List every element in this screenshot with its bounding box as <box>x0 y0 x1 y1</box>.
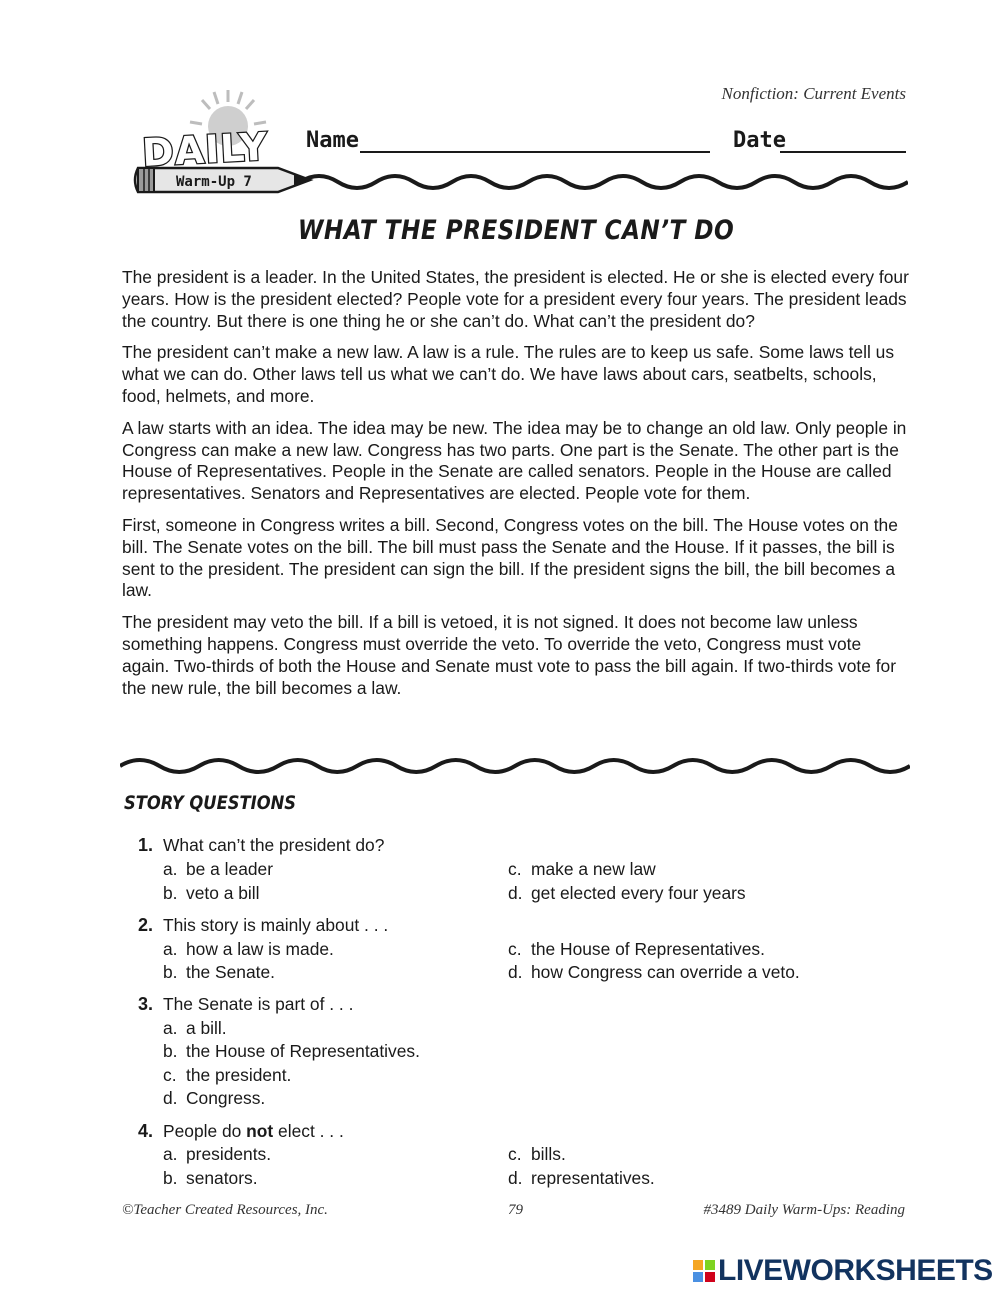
option-letter: a. <box>163 859 178 879</box>
option-text: make a new law <box>531 859 656 879</box>
option-letter: d. <box>163 1088 178 1108</box>
option-letter: a. <box>163 939 178 959</box>
answer-option-b[interactable] <box>163 1041 420 1062</box>
answer-option-b[interactable] <box>163 1168 258 1189</box>
wave-divider-middle <box>120 754 910 778</box>
question-text: The Senate is part of . . . <box>163 994 354 1014</box>
answer-option-a[interactable] <box>163 859 273 880</box>
date-label: Date <box>733 128 786 153</box>
option-letter: c. <box>508 859 522 879</box>
answer-option-d[interactable] <box>508 1168 655 1189</box>
page-title: WHAT THE PRESIDENT CAN’T DO <box>297 215 735 246</box>
story-paragraph: First, someone in Congress writes a bill. Second, Congress votes on the bill. The House votes on the bill. The Senate votes on the bill. The bill must pass the Senate and the House. If it passes, the bill is sent to the president. The president can sign the bill. If the president signs the bill, the bill becomes a law. <box>122 514 898 601</box>
footer-book-title: #3489 Daily Warm-Ups: Reading <box>703 1202 905 1218</box>
category-label: Nonfiction: Current Events <box>721 84 906 103</box>
option-letter: d. <box>508 883 523 903</box>
answer-option-d[interactable] <box>163 1088 265 1109</box>
answer-option-d[interactable] <box>508 962 800 983</box>
option-text: presidents. <box>186 1144 272 1164</box>
logo-word: DAILY <box>141 124 270 175</box>
footer-page-number: 79 <box>508 1202 523 1218</box>
option-letter: c. <box>508 939 522 959</box>
option-text: senators. <box>186 1168 258 1188</box>
answer-option-c[interactable] <box>508 859 656 880</box>
option-text: be a leader <box>186 859 274 879</box>
story-paragraph: The president can’t make a new law. A law is a rule. The rules are to keep us safe. Some laws tell us what we can do. Other laws tell us what we can’t do. We have laws about cars, seatbelts, schools, food, helmets, and more. <box>122 342 895 406</box>
answer-option-b[interactable] <box>163 962 275 983</box>
answer-option-a[interactable] <box>163 1018 227 1039</box>
question-number: 3. <box>138 994 154 1014</box>
answer-option-c[interactable] <box>508 939 765 960</box>
option-text: the House of Representatives. <box>531 939 765 959</box>
option-text: the Senate. <box>186 962 275 982</box>
question-text-emphasis: not <box>246 1121 274 1141</box>
story-paragraph: The president is a leader. In the United States, the president is elected. He or she is elected every four years. How is the president elected? People vote for a president every four years. The president leads the country. But there is one thing he or she can’t do. What can’t the president do? <box>122 267 909 331</box>
story-paragraph: A law starts with an idea. The idea may be new. The idea may be to change an old law. Only people in Congress can make a new law. Congress has two parts. One part is the Senate. The other part is the House of Representatives. People in the Senate are called senators. People in the House are called representatives. Senators and Representatives are elected. People vote for them. <box>122 417 907 504</box>
option-text: how Congress can override a veto. <box>531 962 800 982</box>
answer-option-d[interactable] <box>508 883 746 904</box>
option-letter: b. <box>163 962 178 982</box>
answer-option-b[interactable] <box>163 883 259 904</box>
option-letter: c. <box>508 1144 522 1164</box>
wave-divider-top <box>300 170 908 194</box>
question-number: 4. <box>138 1121 154 1141</box>
option-letter: b. <box>163 883 178 903</box>
option-text: get elected every four years <box>531 883 746 903</box>
option-text: how a law is made. <box>186 939 334 959</box>
daily-warmup-logo <box>128 88 328 200</box>
brand-name: LIVEWORKSHEETS <box>718 1254 993 1287</box>
name-field[interactable] <box>360 151 710 153</box>
option-text: representatives. <box>531 1168 655 1188</box>
liveworksheets-logo-icon <box>693 1260 715 1282</box>
option-letter: b. <box>163 1041 178 1061</box>
question-number: 2. <box>138 915 154 935</box>
option-text: a bill. <box>186 1018 227 1038</box>
option-letter: a. <box>163 1144 178 1164</box>
option-letter: d. <box>508 1168 523 1188</box>
answer-option-a[interactable] <box>163 939 334 960</box>
liveworksheets-brand[interactable] <box>693 1254 993 1288</box>
story-body <box>122 267 912 709</box>
option-letter: c. <box>163 1065 177 1085</box>
question-text: This story is mainly about . . . <box>163 915 389 935</box>
option-text: Congress. <box>186 1088 266 1108</box>
option-text: bills. <box>531 1144 566 1164</box>
question-text: What can’t the president do? <box>163 835 385 855</box>
option-text: the president. <box>186 1065 292 1085</box>
question-text <box>163 1121 344 1142</box>
story-paragraph: The president may veto the bill. If a bill is vetoed, it is not signed. It does not become law unless something happens. Congress must override the veto. To override the veto, Congress must vote again. Two-thirds of both the House and Senate must vote to pass the bill again. If two-thirds vote for the new rule, the bill becomes a law. <box>122 612 897 698</box>
answer-option-a[interactable] <box>163 1144 271 1165</box>
option-text: the House of Representatives. <box>186 1041 420 1061</box>
question-text-start: People do <box>163 1121 247 1141</box>
question-number: 1. <box>138 835 154 855</box>
answer-option-c[interactable] <box>508 1144 566 1165</box>
option-letter: a. <box>163 1018 178 1038</box>
option-letter: d. <box>508 962 523 982</box>
date-field[interactable] <box>780 151 906 153</box>
option-text: veto a bill <box>186 883 260 903</box>
logo-sub: Warm-Up 7 <box>176 174 252 190</box>
story-questions-heading: STORY QUESTIONS <box>124 792 297 814</box>
question-text-end: elect . . . <box>273 1121 344 1141</box>
name-label: Name <box>306 128 359 153</box>
option-letter: b. <box>163 1168 178 1188</box>
footer-copyright: ©Teacher Created Resources, Inc. <box>122 1202 328 1218</box>
answer-option-c[interactable] <box>163 1065 291 1086</box>
